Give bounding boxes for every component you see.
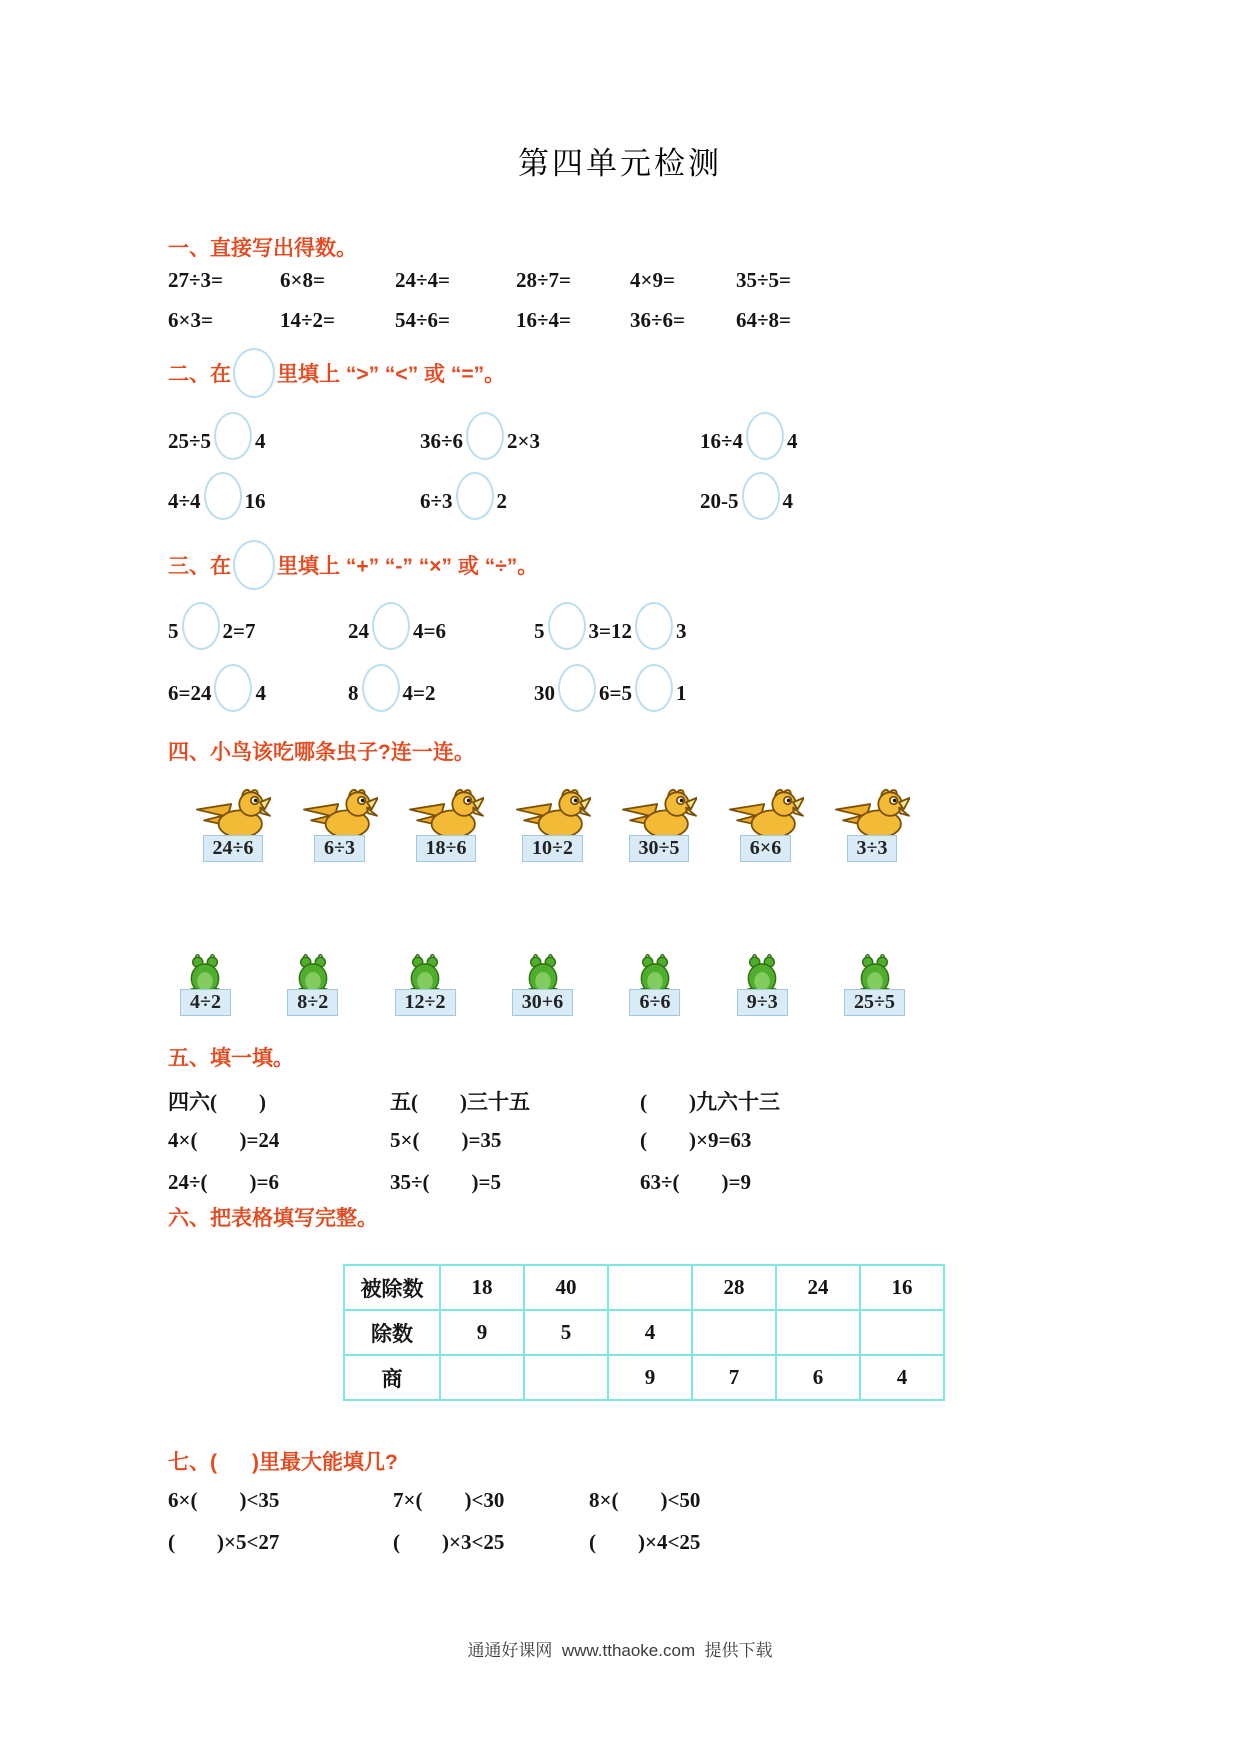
worm-expression-label[interactable]: 6÷6 <box>629 989 680 1016</box>
birds-row <box>195 786 910 862</box>
expression-text: 6÷3 <box>420 489 453 513</box>
expression-text: 4÷4 <box>168 489 201 513</box>
answer-circle[interactable] <box>635 664 673 712</box>
table-cell-blank[interactable] <box>608 1265 692 1310</box>
expression-text: 4 <box>255 681 266 705</box>
section-1-row-1 <box>168 268 1068 293</box>
operator-item <box>348 664 534 712</box>
heading-text: 里填上 “>” “<” 或 “=”。 <box>277 363 506 386</box>
section-2-row-1 <box>168 412 988 460</box>
expression-text: 4=6 <box>413 619 446 643</box>
worm-expression-label[interactable]: 4÷2 <box>180 989 231 1016</box>
worm-with-label <box>395 950 456 1016</box>
compare-item <box>420 412 700 460</box>
answer-circle[interactable] <box>372 602 410 650</box>
operator-item <box>534 602 928 650</box>
answer-circle[interactable] <box>466 412 504 460</box>
section-2-heading <box>168 348 505 398</box>
expression-text: 2×3 <box>507 429 540 453</box>
section-7-row-2 <box>168 1530 908 1555</box>
bird-with-label <box>302 786 378 862</box>
max-fill-item: ( )×5<27 <box>168 1530 280 1554</box>
max-fill-item: 8×( )<50 <box>589 1488 701 1512</box>
answer-circle[interactable] <box>548 602 586 650</box>
answer-circle[interactable] <box>214 412 252 460</box>
worms-row <box>180 950 905 1016</box>
bird-icon <box>834 786 910 842</box>
answer-circle <box>233 348 275 398</box>
table-cell: 40 <box>524 1265 608 1310</box>
operator-item <box>348 602 534 650</box>
expression-text: 3 <box>675 619 687 643</box>
table-cell: 5 <box>524 1310 608 1355</box>
bird-expression-label[interactable]: 18÷6 <box>416 835 477 862</box>
fill-item: 5×( )=35 <box>390 1128 502 1152</box>
table-cell: 9 <box>608 1355 692 1400</box>
max-fill-item: ( )×4<25 <box>589 1530 701 1554</box>
bird-expression-label[interactable]: 10÷2 <box>522 835 583 862</box>
heading-text: 二、在 <box>168 363 231 386</box>
bird-expression-label[interactable]: 24÷6 <box>203 835 264 862</box>
table-cell: 4 <box>608 1310 692 1355</box>
section-7-heading: 七、( )里最大能填几? <box>168 1451 398 1474</box>
bird-expression-label[interactable]: 30÷5 <box>629 835 690 862</box>
heading-text: 三、在 <box>168 555 231 578</box>
bird-with-label <box>195 786 271 862</box>
fill-item: ( )×9=63 <box>640 1128 752 1152</box>
bird-with-label <box>834 786 910 862</box>
bird-expression-label[interactable]: 3÷3 <box>847 835 898 862</box>
section-5-row-3 <box>168 1170 948 1195</box>
fill-item: 五( )三十五 <box>390 1090 530 1114</box>
expression-text: 25÷5 <box>168 429 212 453</box>
table-cell: 6 <box>776 1355 860 1400</box>
expression-text: 3=12 <box>588 619 632 643</box>
footer-text: 通通好课网 www.tthaoke.com 提供下载 <box>467 1641 773 1660</box>
worm-expression-label[interactable]: 30+6 <box>512 989 573 1016</box>
section-3-heading <box>168 540 538 590</box>
worm-with-label <box>737 950 788 1016</box>
expression-text: 5 <box>168 619 179 643</box>
table-cell: 18 <box>440 1265 524 1310</box>
answer-circle[interactable] <box>635 602 673 650</box>
max-fill-item: ( )×3<25 <box>393 1530 505 1554</box>
section-3-row-1 <box>168 602 928 650</box>
worm-with-label <box>287 950 338 1016</box>
expression-text: 4 <box>787 429 798 453</box>
table-cell-blank[interactable] <box>860 1310 944 1355</box>
equation: 6×3= <box>168 308 213 332</box>
expression-text: 24 <box>348 619 369 643</box>
bird-expression-label[interactable]: 6÷3 <box>314 835 365 862</box>
answer-circle[interactable] <box>742 472 780 520</box>
answer-circle[interactable] <box>214 664 252 712</box>
worm-with-label <box>180 950 231 1016</box>
max-fill-item: 7×( )<30 <box>393 1488 505 1512</box>
worm-expression-label[interactable]: 8÷2 <box>287 989 338 1016</box>
fill-item: 4×( )=24 <box>168 1128 280 1152</box>
fill-item: 24÷( )=6 <box>168 1170 279 1194</box>
expression-text: 16÷4 <box>700 429 744 453</box>
equation: 27÷3= <box>168 268 223 292</box>
worm-with-label <box>844 950 905 1016</box>
equation: 35÷5= <box>736 268 791 292</box>
section-6-heading: 六、把表格填写完整。 <box>168 1207 378 1230</box>
answer-circle[interactable] <box>182 602 220 650</box>
bird-icon <box>195 786 271 842</box>
section-7-row-1 <box>168 1488 908 1513</box>
row-label: 商 <box>344 1355 440 1400</box>
equation: 64÷8= <box>736 308 791 332</box>
equation: 14÷2= <box>280 308 335 332</box>
heading-text: 里填上 “+” “-” “×” 或 “÷”。 <box>277 555 539 578</box>
section-5-row-1 <box>168 1086 948 1116</box>
compare-item <box>700 472 988 520</box>
bird-icon <box>621 786 697 842</box>
equation: 16÷4= <box>516 308 571 332</box>
bird-expression-label[interactable]: 6×6 <box>740 835 791 862</box>
table-cell: 4 <box>860 1355 944 1400</box>
bird-icon <box>515 786 591 842</box>
section-5-row-2 <box>168 1128 948 1153</box>
table-row <box>344 1265 944 1310</box>
expression-text: 6=24 <box>168 681 212 705</box>
row-label: 被除数 <box>344 1265 440 1310</box>
compare-item <box>168 472 420 520</box>
expression-text: 6=5 <box>599 681 632 705</box>
table-cell: 7 <box>692 1355 776 1400</box>
bird-with-label <box>408 786 484 862</box>
worm-with-label <box>512 950 573 1016</box>
equation: 4×9= <box>630 268 675 292</box>
table-cell-blank[interactable] <box>440 1355 524 1400</box>
expression-text: 2=7 <box>222 619 256 643</box>
section-4-heading: 四、小鸟该吃哪条虫子?连一连。 <box>168 741 475 764</box>
bird-with-label <box>515 786 591 862</box>
page-title: 第四单元检测 <box>518 146 722 181</box>
worm-expression-label[interactable]: 25÷5 <box>844 989 905 1016</box>
section-2-row-2 <box>168 472 988 520</box>
table-row <box>344 1355 944 1400</box>
row-label: 除数 <box>344 1310 440 1355</box>
bird-with-label <box>728 786 804 862</box>
bird-icon <box>302 786 378 842</box>
expression-text: 30 <box>534 681 555 705</box>
equation: 36÷6= <box>630 308 685 332</box>
answer-circle <box>233 540 275 590</box>
expression-text: 2 <box>496 489 508 513</box>
section-3-row-2 <box>168 664 928 712</box>
fill-item: ( )九六十三 <box>640 1090 780 1114</box>
bird-with-label <box>621 786 697 862</box>
expression-text: 8 <box>348 681 359 705</box>
expression-text: 4 <box>255 429 266 453</box>
fill-item: 63÷( )=9 <box>640 1170 751 1194</box>
compare-item <box>168 412 420 460</box>
table-cell: 9 <box>440 1310 524 1355</box>
expression-text: 20-5 <box>700 489 739 513</box>
table-cell-blank[interactable] <box>692 1310 776 1355</box>
answer-circle[interactable] <box>362 664 400 712</box>
answer-circle[interactable] <box>456 472 494 520</box>
expression-text: 36÷6 <box>420 429 464 453</box>
fill-item: 四六( ) <box>168 1090 266 1114</box>
expression-text: 4=2 <box>402 681 436 705</box>
expression-text: 4 <box>782 489 793 513</box>
table-cell-blank[interactable] <box>776 1310 860 1355</box>
equation: 28÷7= <box>516 268 571 292</box>
table-cell: 28 <box>692 1265 776 1310</box>
max-fill-item: 6×( )<35 <box>168 1488 280 1512</box>
table-row <box>344 1310 944 1355</box>
section-1-row-2 <box>168 308 1068 333</box>
operator-item <box>168 664 348 712</box>
worm-expression-label[interactable]: 12÷2 <box>395 989 456 1016</box>
answer-circle[interactable] <box>558 664 596 712</box>
bird-icon <box>408 786 484 842</box>
compare-item <box>420 472 700 520</box>
expression-text: 16 <box>244 489 266 513</box>
compare-item <box>700 412 988 460</box>
table-cell-blank[interactable] <box>524 1355 608 1400</box>
equation: 6×8= <box>280 268 325 292</box>
worm-expression-label[interactable]: 9÷3 <box>737 989 788 1016</box>
operator-item <box>168 602 348 650</box>
worm-with-label <box>629 950 680 1016</box>
section-5-heading: 五、填一填。 <box>168 1047 294 1070</box>
answer-circle[interactable] <box>204 472 242 520</box>
operator-item <box>534 664 928 712</box>
bird-icon <box>728 786 804 842</box>
fill-item: 35÷( )=5 <box>390 1170 501 1194</box>
expression-text: 1 <box>675 681 687 705</box>
division-table <box>343 1264 945 1401</box>
equation: 24÷4= <box>395 268 450 292</box>
table-cell: 24 <box>776 1265 860 1310</box>
answer-circle[interactable] <box>746 412 784 460</box>
equation: 54÷6= <box>395 308 450 332</box>
expression-text: 5 <box>534 619 545 643</box>
table-cell: 16 <box>860 1265 944 1310</box>
section-1-heading: 一、直接写出得数。 <box>168 237 357 260</box>
